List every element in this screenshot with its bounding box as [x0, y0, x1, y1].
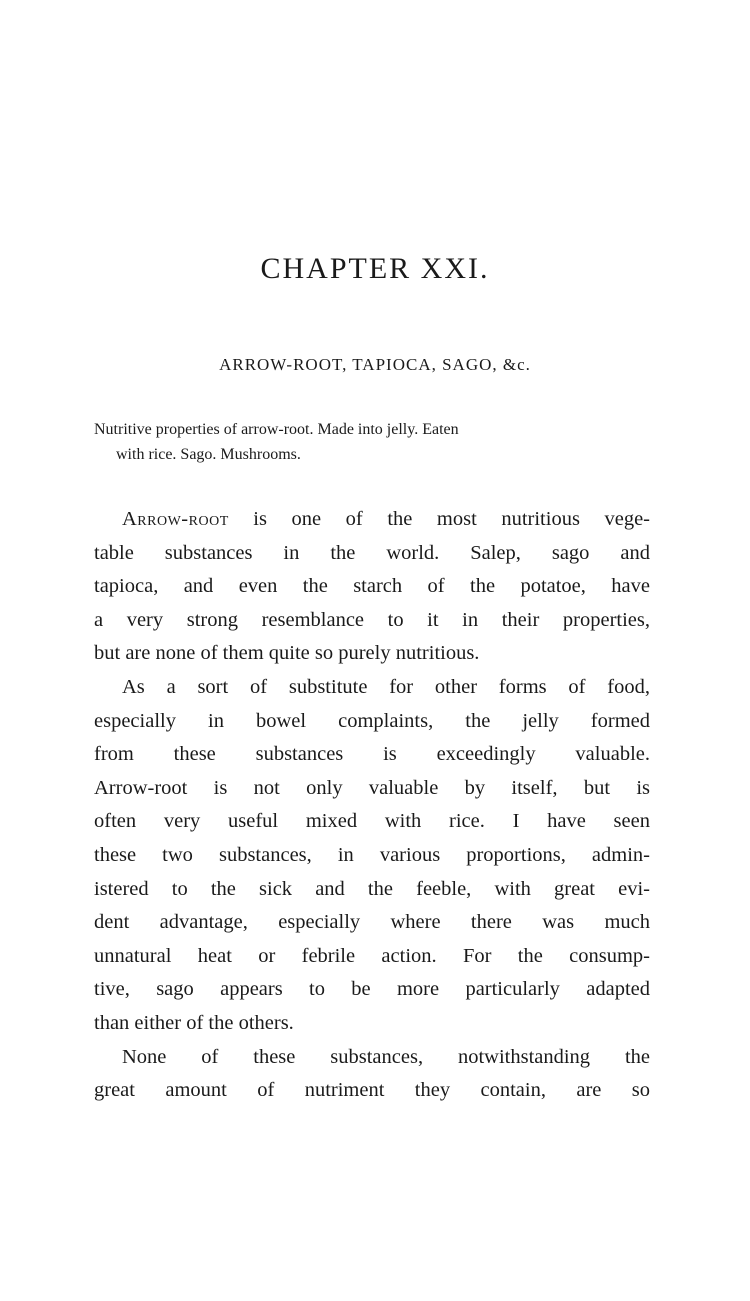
text-line: dent advantage, especially where there was much: [94, 911, 650, 934]
text-line: Arrow-root is not only valuable by itself, but is: [94, 776, 650, 799]
text-line-rest: is one of the most nutritious vege-: [228, 508, 650, 530]
body-text: [94, 503, 650, 1108]
summary-line: with rice. Sago. Mushrooms.: [116, 446, 301, 463]
text-line: As a sort of substitute for other forms of food,: [122, 675, 650, 698]
text-line: but are none of them quite so purely nutritious.: [94, 642, 480, 665]
text-line: None of these substances, notwithstanding the: [122, 1045, 650, 1068]
chapter-title: CHAPTER XXI.: [260, 252, 490, 285]
text-line: these two substances, in various proportions, admin-: [94, 843, 650, 866]
text-line: tive, sago appears to be more particularly adapted: [94, 978, 650, 1001]
text-line: great amount of nutriment they contain, are so: [94, 1079, 650, 1102]
chapter-subtitle: ARROW-ROOT, TAPIOCA, SAGO, &c.: [219, 355, 531, 374]
summary-line: Nutritive properties of arrow-root. Made into jelly. Eaten: [94, 421, 459, 438]
text-line: table substances in the world. Salep, sago and: [94, 541, 650, 564]
text-line: often very useful mixed with rice. I have seen: [94, 810, 650, 833]
text-line: from these substances is exceedingly valuable.: [94, 743, 650, 766]
text-line: than either of the others.: [94, 1011, 294, 1034]
chapter-summary: [94, 417, 650, 467]
text-line: istered to the sick and the feeble, with great evi-: [94, 877, 650, 900]
text-line: [94, 503, 650, 537]
text-line: tapioca, and even the starch of the potatoe, have: [94, 575, 650, 598]
text-line: especially in bowel complaints, the jelly formed: [94, 709, 650, 732]
lead-word: Arrow-root: [122, 508, 229, 530]
text-line: a very strong resemblance to it in their properties,: [94, 608, 650, 631]
text-line: unnatural heat or febrile action. For the consump-: [94, 944, 650, 967]
